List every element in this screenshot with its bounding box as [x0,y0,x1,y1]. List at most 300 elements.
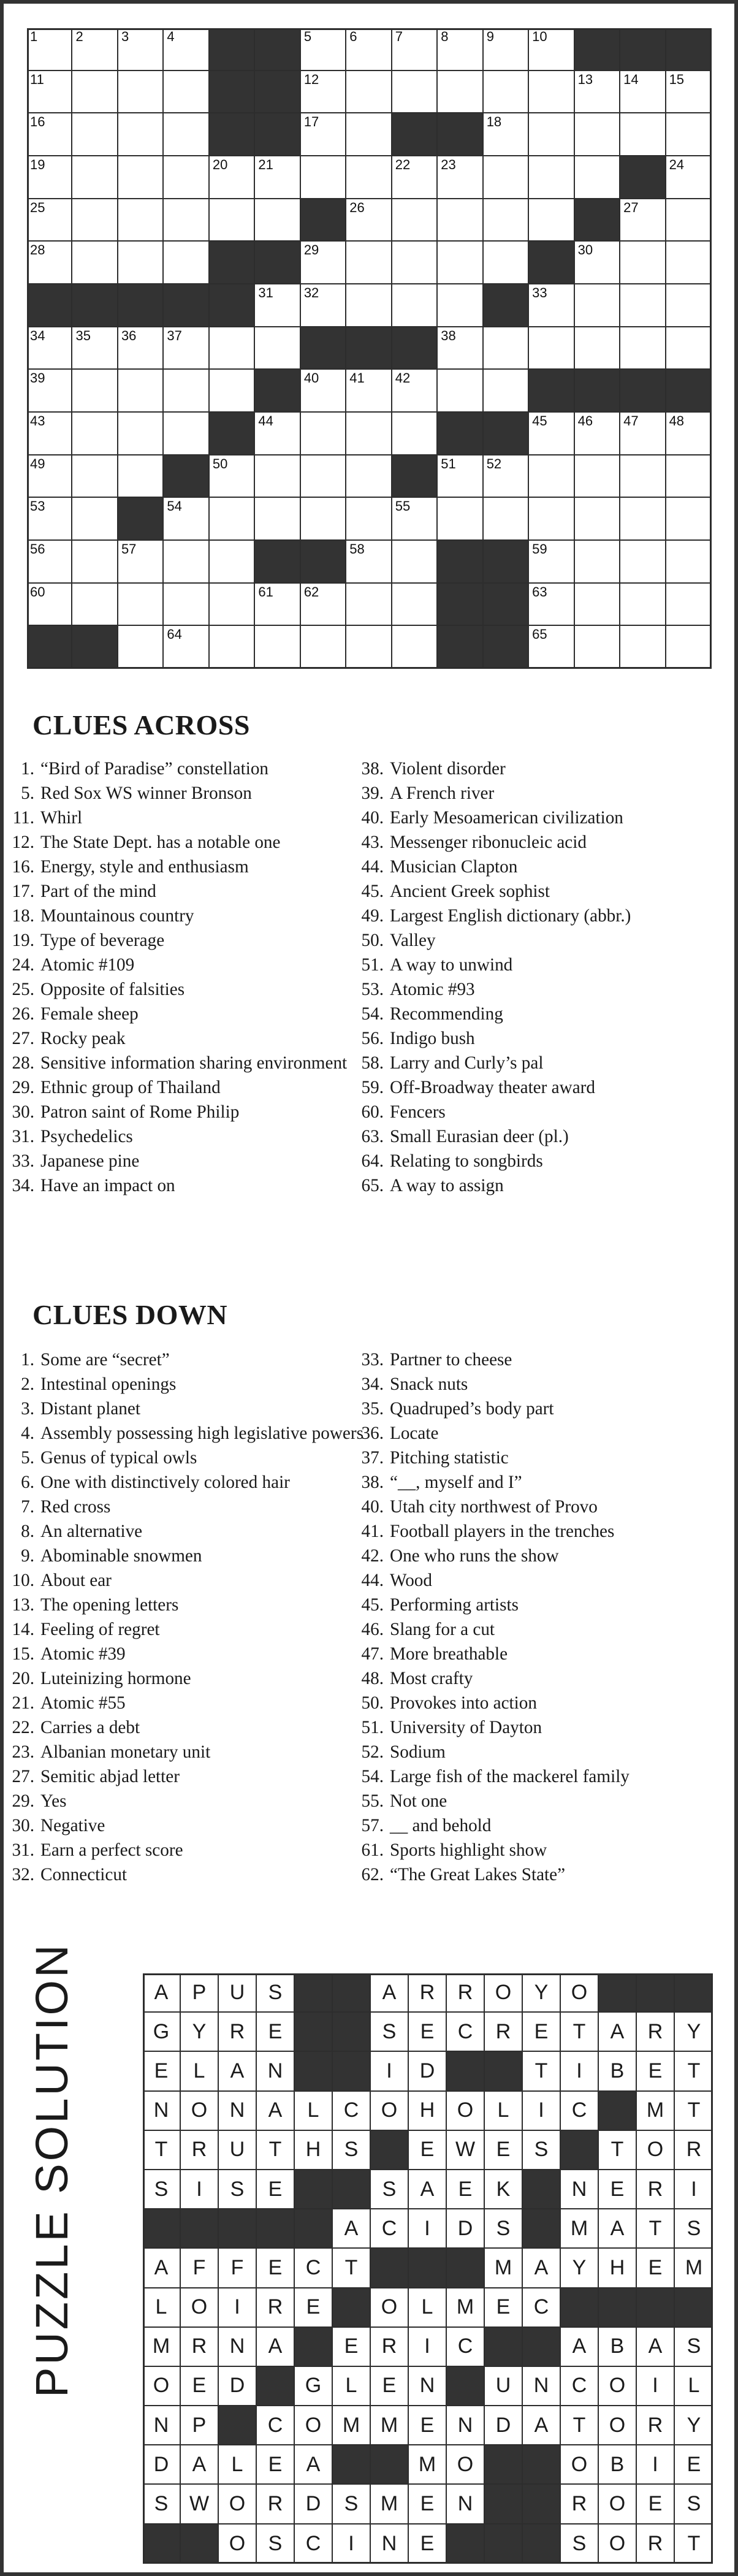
grid-block [620,370,666,413]
grid-cell[interactable] [118,584,164,627]
grid-cell[interactable] [255,199,300,242]
solution-letter: M [371,2406,409,2445]
grid-cell[interactable] [620,284,666,327]
grid-cell[interactable] [438,498,483,541]
clue-item [359,1764,727,1789]
grid-cell[interactable] [72,455,118,498]
clue-item-text: Atomic #55 [40,1693,126,1713]
grid-cell[interactable] [301,242,346,284]
grid-cell[interactable] [301,156,346,199]
grid-cell[interactable] [118,413,164,455]
grid-cell[interactable] [575,284,620,327]
grid-block [164,284,209,327]
grid-block [210,242,255,284]
clue-item [359,830,727,855]
solution-letter: T [637,2209,675,2249]
grid-cell[interactable] [164,626,209,669]
grid-cell[interactable] [346,113,392,156]
clue-item-number: 31. [12,1840,34,1860]
clue-item-text: Psychedelics [40,1127,133,1146]
clues-down-heading: CLUES DOWN [32,1299,228,1330]
grid-cell[interactable] [301,584,346,627]
solution-letter: U [485,2367,523,2406]
grid-cell[interactable] [438,199,483,242]
solution-letter: N [143,2406,181,2445]
grid-cell[interactable] [392,71,438,114]
grid-cell[interactable] [118,156,164,199]
grid-cell[interactable] [620,327,666,370]
clue-item [10,1568,378,1593]
clue-item-text: Distant planet [40,1399,140,1419]
solution-letter: N [371,2525,409,2564]
grid-cell[interactable] [392,413,438,455]
grid-cell[interactable] [620,199,666,242]
grid-cell[interactable] [118,455,164,498]
grid-cell[interactable] [484,71,529,114]
grid-cell[interactable] [346,71,392,114]
grid-cell[interactable] [72,113,118,156]
grid-cell[interactable] [72,541,118,584]
grid-cell[interactable] [164,413,209,455]
solution-letter: M [409,2445,447,2485]
grid-cell[interactable] [666,284,712,327]
clue-item-number: 19. [12,931,34,950]
grid-cell[interactable] [392,498,438,541]
clue-item-text: More breathable [390,1644,508,1664]
clue-item [10,1100,378,1124]
grid-cell[interactable] [346,413,392,455]
solution-letter: L [143,2288,181,2328]
grid-cell[interactable] [484,28,529,71]
grid-cell[interactable] [164,28,209,71]
grid-cell[interactable] [118,113,164,156]
grid-cell[interactable] [210,626,255,669]
grid-cell[interactable] [164,113,209,156]
grid-cell[interactable] [210,584,255,627]
grid-cell[interactable] [438,242,483,284]
grid-cell[interactable] [72,413,118,455]
clue-item [359,1666,727,1691]
grid-cell[interactable] [255,327,300,370]
grid-cell[interactable] [346,242,392,284]
grid-cell[interactable] [346,156,392,199]
grid-cell[interactable] [620,584,666,627]
grid-cell[interactable] [301,498,346,541]
grid-cell[interactable] [255,455,300,498]
grid-cell[interactable] [27,327,72,370]
grid-cell[interactable] [666,626,712,669]
grid-cell[interactable] [666,541,712,584]
grid-cell[interactable] [27,541,72,584]
grid-cell[interactable] [575,455,620,498]
grid-cell[interactable] [346,584,392,627]
clue-item [10,1002,378,1026]
grid-cell[interactable] [484,455,529,498]
solution-letter: T [561,2406,599,2445]
grid-cell[interactable] [529,584,574,627]
grid-cell[interactable] [210,541,255,584]
grid-cell[interactable] [575,156,620,199]
clue-item-number: 51. [361,955,384,975]
grid-cell[interactable] [27,370,72,413]
clues-across-heading: CLUES ACROSS [32,709,250,741]
grid-cell[interactable] [666,113,712,156]
grid-cell[interactable] [301,626,346,669]
grid-cell[interactable] [392,156,438,199]
clue-item [10,756,378,781]
grid-cell[interactable] [210,370,255,413]
grid-cell[interactable] [620,626,666,669]
grid-cell[interactable] [72,584,118,627]
clue-number: 46 [577,413,593,429]
grid-cell[interactable] [529,498,574,541]
clue-item-number: 25. [12,980,34,999]
grid-cell[interactable] [27,584,72,627]
grid-cell[interactable] [666,156,712,199]
clue-item-text: Football players in the trenches [390,1522,615,1541]
grid-cell[interactable] [255,584,300,627]
grid-cell[interactable] [346,455,392,498]
clue-number: 15 [669,71,685,87]
grid-cell[interactable] [666,584,712,627]
clue-item-text: Utah city northwest of Provo [390,1497,598,1517]
grid-cell[interactable] [392,370,438,413]
grid-cell[interactable] [575,327,620,370]
grid-cell[interactable] [118,28,164,71]
grid-cell[interactable] [529,327,574,370]
grid-cell[interactable] [392,199,438,242]
grid-cell[interactable] [118,327,164,370]
clue-item-number: 11. [12,808,34,828]
solution-letter: A [523,2249,561,2288]
grid-cell[interactable] [392,242,438,284]
grid-cell[interactable] [118,370,164,413]
solution-letter: C [523,2288,561,2328]
solution-letter: A [295,2445,333,2485]
grid-cell[interactable] [620,242,666,284]
clue-item-text: University of Dayton [390,1718,542,1737]
grid-cell[interactable] [27,413,72,455]
clue-item [359,1544,727,1568]
grid-cell[interactable] [392,541,438,584]
solution-block [485,2052,523,2091]
grid-cell[interactable] [27,71,72,114]
grid-cell[interactable] [575,113,620,156]
grid-cell[interactable] [484,156,529,199]
solution-letter: E [371,2367,409,2406]
clue-item-number: 45. [361,882,384,901]
grid-cell[interactable] [164,242,209,284]
clue-item-number: 58. [361,1053,384,1073]
grid-cell[interactable] [438,71,483,114]
clue-item-text: Atomic #109 [40,955,135,975]
grid-cell[interactable] [392,584,438,627]
grid-cell[interactable] [164,541,209,584]
grid-cell[interactable] [164,498,209,541]
clue-item-text: Partner to cheese [390,1350,512,1370]
grid-cell[interactable] [484,242,529,284]
grid-cell[interactable] [118,626,164,669]
grid-block [666,28,712,71]
solution-letter: Y [523,1973,561,2013]
grid-cell[interactable] [346,498,392,541]
grid-cell[interactable] [575,541,620,584]
clue-number: 45 [532,413,547,429]
grid-cell[interactable] [27,242,72,284]
solution-block [257,2367,295,2406]
clue-item-text: Recommending [390,1004,503,1024]
grid-cell[interactable] [210,498,255,541]
grid-cell[interactable] [255,156,300,199]
grid-cell[interactable] [529,626,574,669]
clue-item [359,1642,727,1666]
solution-letter: R [219,2013,257,2052]
solution-letter: R [637,2013,675,2052]
grid-cell[interactable] [575,413,620,455]
grid-cell[interactable] [392,626,438,669]
grid-cell[interactable] [666,413,712,455]
grid-cell[interactable] [529,541,574,584]
grid-cell[interactable] [575,71,620,114]
clue-item [359,1519,727,1544]
clue-item [10,1173,378,1198]
grid-cell[interactable] [210,327,255,370]
clue-item-number: 47. [361,1644,384,1664]
solution-letter: O [485,1973,523,2013]
grid-cell[interactable] [620,498,666,541]
solution-letter: T [561,2013,599,2052]
grid-cell[interactable] [484,370,529,413]
grid-cell[interactable] [620,541,666,584]
grid-cell[interactable] [210,199,255,242]
solution-letter: E [409,2485,447,2524]
clue-item-number: 63. [361,1127,384,1146]
grid-block [620,156,666,199]
grid-cell[interactable] [118,199,164,242]
grid-cell[interactable] [346,541,392,584]
grid-cell[interactable] [346,28,392,71]
grid-cell[interactable] [164,71,209,114]
grid-cell[interactable] [392,28,438,71]
clue-item-text: “The Great Lakes State” [390,1865,566,1884]
solution-block [599,1973,637,2013]
grid-cell[interactable] [575,626,620,669]
grid-cell[interactable] [210,156,255,199]
clue-item-number: 32. [12,1865,34,1884]
grid-cell[interactable] [301,284,346,327]
grid-cell[interactable] [529,156,574,199]
grid-cell[interactable] [27,28,72,71]
grid-cell[interactable] [575,498,620,541]
grid-cell[interactable] [255,498,300,541]
clue-number: 64 [167,627,182,642]
grid-cell[interactable] [27,113,72,156]
grid-cell[interactable] [529,113,574,156]
solution-letter: R [371,2328,409,2367]
clue-item [10,1372,378,1397]
solution-block [295,2328,333,2367]
grid-cell[interactable] [346,284,392,327]
grid-cell[interactable] [72,156,118,199]
clue-number: 34 [30,327,45,343]
clue-number: 35 [75,327,91,343]
clue-item-text: About ear [40,1571,112,1590]
grid-cell[interactable] [484,498,529,541]
grid-cell[interactable] [438,28,483,71]
grid-cell[interactable] [255,413,300,455]
grid-cell[interactable] [255,626,300,669]
grid-cell[interactable] [529,28,574,71]
clue-item-text: Musician Clapton [390,857,518,877]
grid-cell[interactable] [346,626,392,669]
grid-cell[interactable] [72,498,118,541]
clue-item [359,879,727,904]
grid-cell[interactable] [666,498,712,541]
grid-cell[interactable] [620,113,666,156]
solution-letter: F [219,2249,257,2288]
grid-cell[interactable] [438,284,483,327]
grid-cell[interactable] [255,284,300,327]
grid-cell[interactable] [529,284,574,327]
grid-block [438,413,483,455]
solution-letter: O [219,2485,257,2524]
grid-cell[interactable] [529,413,574,455]
grid-cell[interactable] [666,327,712,370]
grid-cell[interactable] [72,327,118,370]
clue-item-text: Red Sox WS winner Bronson [40,783,252,803]
grid-cell[interactable] [164,584,209,627]
grid-cell[interactable] [666,71,712,114]
grid-block [666,370,712,413]
clue-item [359,904,727,928]
grid-cell[interactable] [438,156,483,199]
clue-number: 57 [121,541,137,557]
solution-block [675,1973,713,2013]
grid-cell[interactable] [210,455,255,498]
grid-cell[interactable] [27,455,72,498]
grid-cell[interactable] [164,156,209,199]
grid-cell[interactable] [27,498,72,541]
clue-number: 10 [532,29,547,44]
clue-item-number: 59. [361,1078,384,1097]
solution-letter: E [409,2131,447,2170]
grid-cell[interactable] [484,199,529,242]
grid-cell[interactable] [118,242,164,284]
grid-cell[interactable] [346,370,392,413]
clue-item [359,1715,727,1740]
grid-cell[interactable] [575,242,620,284]
grid-cell[interactable] [346,199,392,242]
solution-letter: C [561,2092,599,2131]
clue-item-text: Provokes into action [390,1693,537,1713]
solution-block [637,2288,675,2328]
clue-item-number: 52. [361,1742,384,1762]
solution-block [523,2328,561,2367]
grid-cell[interactable] [72,199,118,242]
grid-cell[interactable] [164,370,209,413]
solution-letter: O [371,2288,409,2328]
grid-cell[interactable] [666,242,712,284]
grid-cell[interactable] [438,370,483,413]
clue-item-number: 22. [12,1718,34,1737]
clue-item-text: Relating to songbirds [390,1151,543,1171]
grid-block [72,626,118,669]
grid-cell[interactable] [301,370,346,413]
grid-cell[interactable] [72,370,118,413]
clue-item-text: Genus of typical owls [40,1448,197,1468]
solution-block [485,2445,523,2485]
grid-cell[interactable] [392,284,438,327]
grid-cell[interactable] [666,199,712,242]
clue-number: 31 [258,284,273,300]
clue-number: 32 [303,284,319,300]
grid-cell[interactable] [529,455,574,498]
grid-cell[interactable] [27,156,72,199]
clue-number: 48 [669,413,685,429]
grid-cell[interactable] [72,71,118,114]
solution-letter: R [561,2485,599,2524]
grid-cell[interactable] [27,199,72,242]
clue-number: 8 [441,29,449,44]
clue-item [10,928,378,953]
clue-number: 29 [303,242,319,258]
grid-cell[interactable] [529,71,574,114]
grid-cell[interactable] [620,71,666,114]
grid-cell[interactable] [301,455,346,498]
grid-cell[interactable] [301,71,346,114]
clue-item-number: 15. [12,1644,34,1664]
grid-cell[interactable] [164,199,209,242]
grid-cell[interactable] [666,455,712,498]
grid-cell[interactable] [438,327,483,370]
grid-cell[interactable] [620,455,666,498]
grid-cell[interactable] [118,71,164,114]
grid-cell[interactable] [72,28,118,71]
grid-cell[interactable] [484,113,529,156]
grid-cell[interactable] [484,327,529,370]
grid-cell[interactable] [529,199,574,242]
clue-item-number: 60. [361,1102,384,1122]
grid-cell[interactable] [301,413,346,455]
solution-letter: P [181,1973,219,2013]
grid-cell[interactable] [575,584,620,627]
solution-letter: O [599,2406,637,2445]
grid-block [392,327,438,370]
grid-cell[interactable] [118,541,164,584]
clue-number: 53 [30,498,45,514]
solution-letter: L [219,2445,257,2485]
clue-item [10,781,378,806]
grid-block [392,113,438,156]
clue-item-number: 8. [21,1522,34,1541]
grid-cell[interactable] [438,455,483,498]
grid-block [438,541,483,584]
solution-letter: C [371,2209,409,2249]
solution-letter: N [447,2406,485,2445]
clue-item-text: Not one [390,1791,447,1811]
solution-letter: Y [675,2406,713,2445]
grid-cell[interactable] [301,28,346,71]
grid-cell[interactable] [620,413,666,455]
solution-block [295,2013,333,2052]
grid-cell[interactable] [72,242,118,284]
grid-block [575,199,620,242]
grid-cell[interactable] [164,327,209,370]
grid-block [484,584,529,627]
clue-item [359,1446,727,1470]
grid-cell[interactable] [301,113,346,156]
clue-item-number: 37. [361,1448,384,1468]
